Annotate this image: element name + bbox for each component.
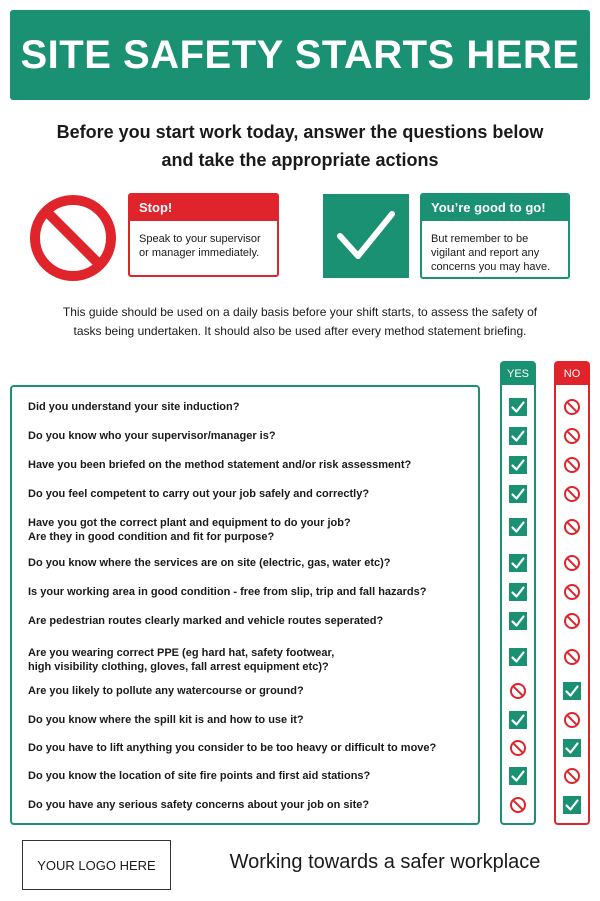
no-prohibition-icon: [563, 518, 581, 536]
question-row: [28, 585, 488, 599]
go-card-body: But remember to be vigilant and report any concerns you may have.: [431, 233, 551, 273]
questions-box: [10, 385, 480, 825]
question-text: Did you understand your site induction?: [28, 401, 240, 413]
checkmark-sign: [323, 194, 409, 278]
question-row: [28, 684, 488, 698]
title-banner: [10, 10, 590, 100]
no-prohibition-icon: [563, 583, 581, 601]
no-column-header: NO: [556, 363, 588, 385]
question-text: Are pedestrian routes clearly marked and vehicle routes seperated?: [28, 615, 384, 627]
stop-card-body: Speak to your supervisor or manager immediately.: [139, 233, 261, 259]
question-text: Do you have to lift anything you consider to be too heavy or difficult to move?: [28, 742, 437, 754]
guide-line-2: tasks being undertaken. It should also be used after every method statement briefing.: [73, 324, 527, 338]
logo-placeholder: YOUR LOGO HERE: [22, 840, 171, 890]
no-prohibition-icon: [563, 767, 581, 785]
yes-checkmark-icon: [509, 711, 527, 729]
question-text: Have you been briefed on the method statement and/or risk assessment?: [28, 459, 412, 471]
no-checkmark-icon: [563, 682, 581, 700]
yes-checkmark-icon: [509, 612, 527, 630]
no-prohibition-icon: [563, 485, 581, 503]
question-text: Do you know where the spill kit is and how to use it?: [28, 714, 304, 726]
question-row: [28, 487, 488, 501]
subtitle-line-1: Before you start work today, answer the questions below: [56, 122, 544, 142]
stop-card-heading: Stop!: [130, 195, 277, 221]
guide-line-1: This guide should be used on a daily basis before your shift starts, to assess the safety of: [62, 305, 538, 319]
question-row: [28, 713, 488, 727]
subtitle: [0, 118, 600, 174]
yes-checkmark-icon: [509, 485, 527, 503]
no-prohibition-icon: [563, 456, 581, 474]
yes-prohibition-icon: [509, 682, 527, 700]
good-to-go-card: [420, 193, 570, 279]
question-row: [28, 646, 488, 674]
question-text: Are you likely to pollute any watercourse or ground?: [28, 685, 304, 697]
question-text: Have you got the correct plant and equipment to do your job?: [28, 517, 351, 529]
question-row: [28, 798, 488, 812]
yes-prohibition-icon: [509, 739, 527, 757]
no-checkmark-icon: [563, 739, 581, 757]
question-row: [28, 614, 488, 628]
page-title: SITE SAFETY STARTS HERE: [20, 32, 580, 77]
question-row: [28, 769, 488, 783]
question-text-line-2: Are they in good condition and fit for purpose?: [28, 531, 275, 543]
question-text-line-2: high visibility clothing, gloves, fall arrest equipment etc)?: [28, 661, 329, 673]
yes-checkmark-icon: [509, 456, 527, 474]
no-prohibition-icon: [563, 648, 581, 666]
question-row: [28, 556, 488, 570]
yes-column-header: YES: [502, 363, 534, 385]
question-text: Do you know who your supervisor/manager is?: [28, 430, 276, 442]
question-text: Do you feel competent to carry out your job safely and correctly?: [28, 488, 370, 500]
footer-slogan: Working towards a safer workplace: [229, 851, 541, 873]
yes-checkmark-icon: [509, 648, 527, 666]
yes-prohibition-icon: [509, 796, 527, 814]
yes-checkmark-icon: [509, 583, 527, 601]
no-prohibition-icon: [563, 612, 581, 630]
no-prohibition-icon: [563, 554, 581, 572]
checkmark-icon: [334, 206, 398, 266]
question-row: [28, 400, 488, 414]
stop-card: [128, 193, 279, 277]
prohibition-icon: [28, 193, 118, 283]
go-card-heading: You’re good to go!: [422, 195, 568, 221]
question-row: [28, 429, 488, 443]
yes-checkmark-icon: [509, 398, 527, 416]
yes-checkmark-icon: [509, 427, 527, 445]
question-text: Are you wearing correct PPE (eg hard hat, safety footwear,: [28, 647, 335, 659]
question-text: Is your working area in good condition - free from slip, trip and fall hazards?: [28, 586, 427, 598]
question-row: [28, 741, 488, 755]
question-text: Do you know where the services are on site (electric, gas, water etc)?: [28, 557, 391, 569]
yes-checkmark-icon: [509, 518, 527, 536]
question-text: Do you know the location of site fire points and first aid stations?: [28, 770, 371, 782]
no-prohibition-icon: [563, 711, 581, 729]
guide-text: [30, 303, 570, 341]
question-text: Do you have any serious safety concerns about your job on site?: [28, 799, 370, 811]
yes-checkmark-icon: [509, 554, 527, 572]
no-prohibition-icon: [563, 398, 581, 416]
no-prohibition-icon: [563, 427, 581, 445]
question-row: [28, 458, 488, 472]
question-row: [28, 516, 488, 544]
subtitle-line-2: and take the appropriate actions: [161, 150, 439, 170]
yes-checkmark-icon: [509, 767, 527, 785]
no-checkmark-icon: [563, 796, 581, 814]
